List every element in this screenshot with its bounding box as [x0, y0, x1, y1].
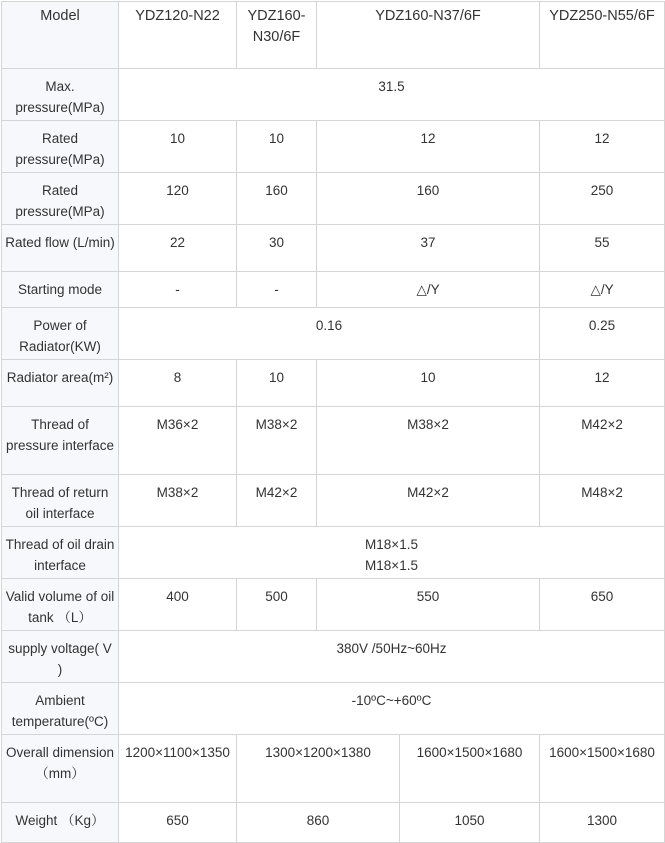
dimension-label: Overall dimension （mm）	[2, 735, 119, 803]
specification-table	[1, 1, 665, 843]
dimension-m2: 1300×1200×1380	[237, 735, 400, 803]
drain-thread-label: Thread of oil drain interface	[2, 527, 119, 579]
radiator-power-m123: 0.16	[119, 308, 540, 360]
model-ydz160-n30-6f: YDZ160-N30/6F	[237, 2, 317, 69]
model-ydz120-n22: YDZ120-N22	[119, 2, 237, 69]
tank-volume-m4: 650	[540, 579, 665, 631]
model-ydz160-n37-6f: YDZ160-N37/6F	[317, 2, 540, 69]
radiator-power-m4: 0.25	[540, 308, 665, 360]
weight-m1: 650	[119, 803, 237, 843]
radiator-area-m4: 12	[540, 360, 665, 407]
rated-flow-m4: 55	[540, 225, 665, 272]
radiator-area-m2: 10	[237, 360, 317, 407]
weight-m4: 1300	[540, 803, 665, 843]
return-thread-m2: M42×2	[237, 475, 317, 527]
model-ydz250-n55-6f: YDZ250-N55/6F	[540, 2, 665, 69]
ambient-temp-label: Ambient temperature(ºC)	[2, 683, 119, 735]
return-thread-m3: M42×2	[317, 475, 540, 527]
rated-flow-m3: 37	[317, 225, 540, 272]
rated-pressure-m4: 12	[540, 121, 665, 173]
tank-volume-label: Valid volume of oil tank （L）	[2, 579, 119, 631]
radiator-power-label: Power of Radiator(KW)	[2, 308, 119, 360]
table-row	[2, 360, 665, 407]
rated-pressure-label: Rated pressure(MPa)	[2, 121, 119, 173]
pressure-thread-m3: M38×2	[317, 407, 540, 475]
radiator-area-m1: 8	[119, 360, 237, 407]
max-pressure-value: 31.5	[119, 69, 665, 121]
table-row	[2, 527, 665, 579]
drain-thread-line-1: M18×1.5	[365, 537, 418, 552]
table-row	[2, 631, 665, 683]
starting-mode-m3: △/Y	[317, 272, 540, 308]
starting-mode-m4: △/Y	[540, 272, 665, 308]
weight-m3: 1050	[400, 803, 540, 843]
header-row	[2, 2, 665, 69]
pressure-thread-m4: M42×2	[540, 407, 665, 475]
rated-pressure-2-m3: 160	[317, 173, 540, 225]
return-thread-label: Thread of return oil interface	[2, 475, 119, 527]
rated-pressure-m1: 10	[119, 121, 237, 173]
rated-pressure-2-m1: 120	[119, 173, 237, 225]
max-pressure-label: Max. pressure(MPa)	[2, 69, 119, 121]
pressure-thread-m2: M38×2	[237, 407, 317, 475]
table-row	[2, 475, 665, 527]
rated-flow-m1: 22	[119, 225, 237, 272]
drain-thread-line-2: M18×1.5	[365, 558, 418, 573]
table-row	[2, 803, 665, 843]
table-row	[2, 225, 665, 272]
table-row	[2, 173, 665, 225]
rated-pressure-2-m2: 160	[237, 173, 317, 225]
table-row	[2, 579, 665, 631]
dimension-m1: 1200×1100×1350	[119, 735, 237, 803]
return-thread-m4: M48×2	[540, 475, 665, 527]
dimension-m3: 1600×1500×1680	[400, 735, 540, 803]
rated-pressure-label-2: Rated pressure(MPa)	[2, 173, 119, 225]
radiator-area-m3: 10	[317, 360, 540, 407]
tank-volume-m3: 550	[317, 579, 540, 631]
model-label: Model	[2, 2, 119, 69]
supply-voltage-label: supply voltage( V )	[2, 631, 119, 683]
rated-flow-label: Rated flow (L/min)	[2, 225, 119, 272]
pressure-thread-label: Thread of pressure interface	[2, 407, 119, 475]
table-row	[2, 683, 665, 735]
pressure-thread-m1: M36×2	[119, 407, 237, 475]
table-row	[2, 272, 665, 308]
return-thread-m1: M38×2	[119, 475, 237, 527]
table-row	[2, 407, 665, 475]
rated-flow-m2: 30	[237, 225, 317, 272]
starting-mode-m2: -	[237, 272, 317, 308]
dimension-m4: 1600×1500×1680	[540, 735, 665, 803]
ambient-temp-value: -10ºC~+60ºC	[119, 683, 665, 735]
weight-label: Weight （Kg）	[2, 803, 119, 843]
table-row	[2, 69, 665, 121]
starting-mode-label: Starting mode	[2, 272, 119, 308]
table-row	[2, 735, 665, 803]
radiator-area-label: Radiator area(m²)	[2, 360, 119, 407]
drain-thread-value	[119, 527, 665, 579]
supply-voltage-value: 380V /50Hz~60Hz	[119, 631, 665, 683]
table-row	[2, 308, 665, 360]
tank-volume-m2: 500	[237, 579, 317, 631]
weight-m2: 860	[237, 803, 400, 843]
rated-pressure-m2: 10	[237, 121, 317, 173]
rated-pressure-m3: 12	[317, 121, 540, 173]
rated-pressure-2-m4: 250	[540, 173, 665, 225]
table-row	[2, 121, 665, 173]
starting-mode-m1: -	[119, 272, 237, 308]
tank-volume-m1: 400	[119, 579, 237, 631]
